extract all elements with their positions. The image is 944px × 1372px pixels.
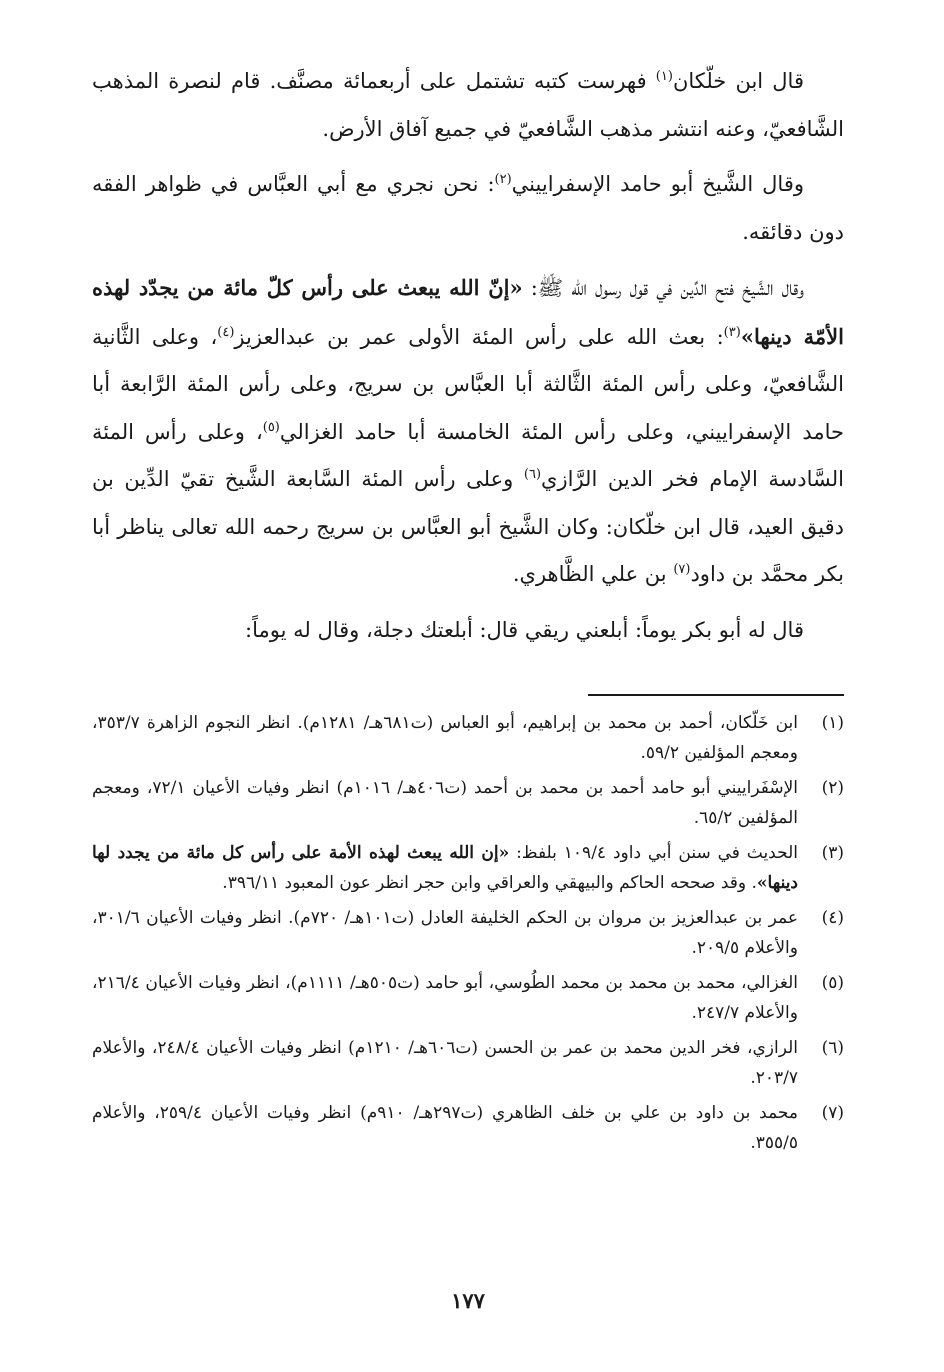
footnote-1	[92, 708, 844, 768]
footnote-separator	[588, 694, 844, 696]
footnote-text: ابن خَلّكان، أحمد بن محمد بن إبراهيم، أبو العباس (ت٦٨١هـ/ ١٢٨١م). انظر النجوم الزاهرة ٣٥٣/٧، ومعجم المؤلفين ٥٩/٢.	[92, 713, 799, 763]
paragraph-1-start: قال ابن خلّكان	[672, 69, 804, 93]
footnote-7	[92, 1098, 844, 1158]
footnotes-list	[92, 708, 844, 1163]
paragraph-3-part-6: بن علي الظَّاهري.	[512, 562, 674, 586]
book-page	[92, 58, 844, 1313]
footnote-text	[92, 838, 798, 898]
footnote-ref-2: (٢)	[494, 172, 512, 187]
page-number: ١٧٧	[451, 1288, 485, 1313]
footnote-ref-4: (٤)	[217, 324, 235, 340]
footnote-number: (٢)	[821, 778, 844, 798]
paragraph-1-rest: فهرست كتبه تشتمل على أربعمائة مصنَّف. قام لنصرة المذهب الشَّافعيّ، وعنه انتشر مذهب الشَّافعيّ في جميع آفاق الأرض.	[92, 69, 844, 141]
footnote-text: محمد بن داود بن علي بن خلف الظاهري (ت٢٩٧هـ/ ٩١٠م) انظر وفيات الأعيان ٢٥٩/٤، والأعلام ٣٥٥/٥.	[92, 1103, 798, 1153]
paragraph-1	[92, 58, 844, 153]
footnote-text: عمر بن عبدالعزيز بن مروان بن الحكم الخليفة العادل (ت١٠١هـ/ ٧٢٠م). انظر وفيات الأعيان ٣٠١/٦، والأعلام ٢٠٩/٥.	[92, 908, 798, 958]
paragraph-2	[92, 161, 844, 256]
footnote-3-hadith: «إن الله يبعث لهذه الأمة على رأس كل مائة من يجدد لها دينها»	[92, 843, 798, 893]
footnote-number: (١)	[821, 713, 844, 733]
footnote-text: الغزالي، محمد بن محمد بن محمد الطُوسي، أبو حامد (ت٥٠٥هـ/ ١١١١م)، انظر وفيات الأعيان ٢١٦/٤، والأعلام ٢٤٧/٧.	[92, 973, 799, 1023]
paragraph-4	[92, 607, 844, 655]
paragraph-3-part-4: ، وعلى رأس المئة السَّادسة الإمام فخر الدين الرَّازي	[92, 419, 844, 491]
paragraph-4-text: قال له أبو بكر يوماً: أبلعني ريقي قال: أبلعتك دجلة، وقال له يوماً:	[245, 617, 804, 642]
footnote-ref-6: (٦)	[523, 467, 542, 482]
footnote-3-rest: . وقد صححه الحاكم والبيهقي والعراقي وابن حجر انظر عون المعبود ٣٩٦/١١.	[222, 873, 757, 893]
footnote-2	[92, 773, 844, 833]
hadith-quote: «إنّ الله يبعث على رأس كلّ مائة من يجدّد لهذه الأمّة دينها»	[92, 275, 844, 349]
footnote-ref-7: (٧)	[673, 562, 691, 577]
footnote-number: (٦)	[821, 1038, 844, 1058]
paragraph-3-part-5: وعلى رأس المئة السَّابعة الشَّيخ تقيّ الدِّين بن دقيق العيد، قال ابن خلّكان: وكان الشَّيخ أبو العبَّاس بن سريج رحمه الله تعالى يناظر أبا بكر محمَّد بن داود	[92, 467, 844, 586]
paragraph-3	[92, 264, 844, 599]
footnote-number: (٧)	[821, 1103, 844, 1123]
footnote-ref-3: (٣)	[723, 324, 741, 340]
footnote-ref-5: (٥)	[262, 419, 280, 435]
footnote-text: الإسْفَراييني أبو حامد أحمد بن محمد بن أحمد (ت٤٠٦هـ/ ١٠١٦م) انظر وفيات الأعيان ٧٢/١، ومعجم المؤلفين ٦٥/٢.	[92, 778, 799, 828]
footnote-number: (٥)	[821, 973, 844, 993]
paragraph-2-start: وقال الشَّيخ أبو حامد الإسفراييني	[511, 172, 804, 196]
footnote-6	[92, 1033, 844, 1093]
paragraph-3-start: وقال الشَّيخ فتح الدِّين في قول رسول الله ﷺ:	[522, 276, 805, 300]
paragraph-3-part-3: ، وعلى الثَّانية الشَّافعيّ، وعلى رأس المئة الثَّالثة أبا العبَّاس بن سريج، وعلى رأس المئة الرَّابعة أبا حامد الإسفراييني، وعلى رأس المئة الخامسة أبا حامد الغزالي	[92, 324, 844, 444]
footnote-text: الرازي، فخر الدين محمد بن عمر بن الحسن (ت٦٠٦هـ/ ١٢١٠م) انظر وفيات الأعيان ٢٤٨/٤، والأعلام ٢٠٣/٧.	[92, 1038, 798, 1088]
paragraph-2-rest: : نحن نجري مع أبي العبَّاس في ظواهر الفقه دون دقائقه.	[92, 172, 844, 244]
footnote-4	[92, 903, 844, 963]
footnote-ref-1: (١)	[655, 69, 673, 84]
paragraph-3-part-2: : بعث الله على رأس المئة الأولى عمر بن عبدالعزيز	[234, 324, 724, 349]
footnote-number: (٣)	[821, 843, 844, 863]
footnote-number: (٤)	[821, 908, 844, 928]
footnote-5	[92, 968, 844, 1028]
footnote-3	[92, 838, 844, 898]
body-text	[92, 58, 844, 654]
footnote-3-start: الحديث في سنن أبي داود ١٠٩/٤ بلفظ:	[509, 843, 798, 863]
